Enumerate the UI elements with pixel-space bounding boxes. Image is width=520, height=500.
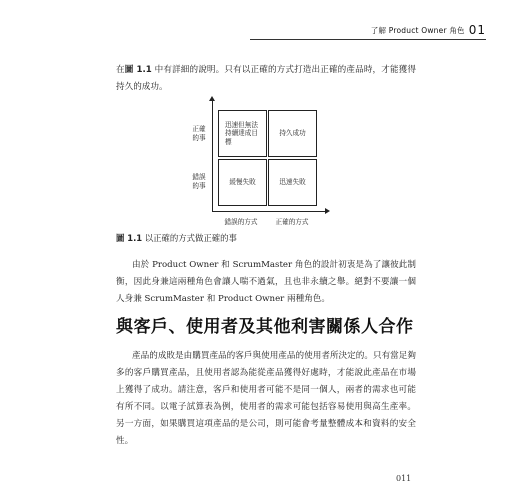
y-label-right-thing: 正確 的事 bbox=[192, 125, 206, 142]
figure-reference: 圖 1.1 bbox=[124, 65, 152, 75]
quadrant-matrix bbox=[218, 110, 318, 206]
page-number: 011 bbox=[396, 474, 412, 483]
quadrant-bottom-right: 迅速失敗 bbox=[268, 159, 317, 206]
quadrant-top-right: 持久成功 bbox=[268, 110, 317, 157]
x-label-right-way: 正確的方式 bbox=[275, 218, 309, 226]
paragraph-1-text: 中有詳細的說明。只有以正確的方式打造出正確的產品時，才能獲得持久的成功。 bbox=[116, 65, 416, 92]
caption-label: 圖 1.1 bbox=[116, 233, 143, 243]
chapter-number: 01 bbox=[468, 23, 486, 37]
body-paragraph-2: 由於 Product Owner 和 ScrumMaster 角色的設計初衷是為了讓彼此制衡，因此身兼這兩種角色會讓人喘不過氣，且也非永續之舉。絕對不要讓一個人身兼 ScrumMaster 和 Product Owner 兩種角色。 bbox=[116, 260, 416, 304]
running-header-title: 了解 Product Owner 角色 bbox=[370, 25, 465, 35]
quadrant-bottom-left: 緩慢失敗 bbox=[218, 159, 267, 206]
running-header bbox=[371, 22, 486, 38]
y-label-wrong-thing: 錯誤 的事 bbox=[192, 173, 206, 190]
paragraph-1-prefix: 在 bbox=[116, 65, 125, 75]
x-label-wrong-way: 錯誤的方式 bbox=[224, 218, 258, 226]
caption-text: 以正確的方式做正確的事 bbox=[142, 233, 237, 243]
body-paragraph-1 bbox=[116, 62, 416, 96]
quadrant-top-left: 迅速但無法 持續達成目 標 bbox=[218, 110, 267, 157]
figure-caption bbox=[116, 232, 237, 244]
header-rule bbox=[250, 39, 486, 40]
y-axis bbox=[212, 100, 213, 212]
section-heading: 與客戶、使用者及其他利害關係人合作 bbox=[116, 317, 414, 337]
x-axis bbox=[212, 211, 326, 212]
body-paragraph-3: 產品的成敗是由購買產品的客戶與使用產品的使用者所決定的。只有當足夠多的客戶購買產品，且使用者認為能從產品獲得好處時，才能說此產品在市場上獲得了成功。請注意，客戶和使用者可能不是同一個人，兩者的需求也可能有所不同。以電子試算表為例，使用者的需求可能包括容易使用與高生產率。另一方面，如果購買這項產品的是公司，則可能會考量整體成本和資料的安全性。 bbox=[116, 351, 416, 446]
